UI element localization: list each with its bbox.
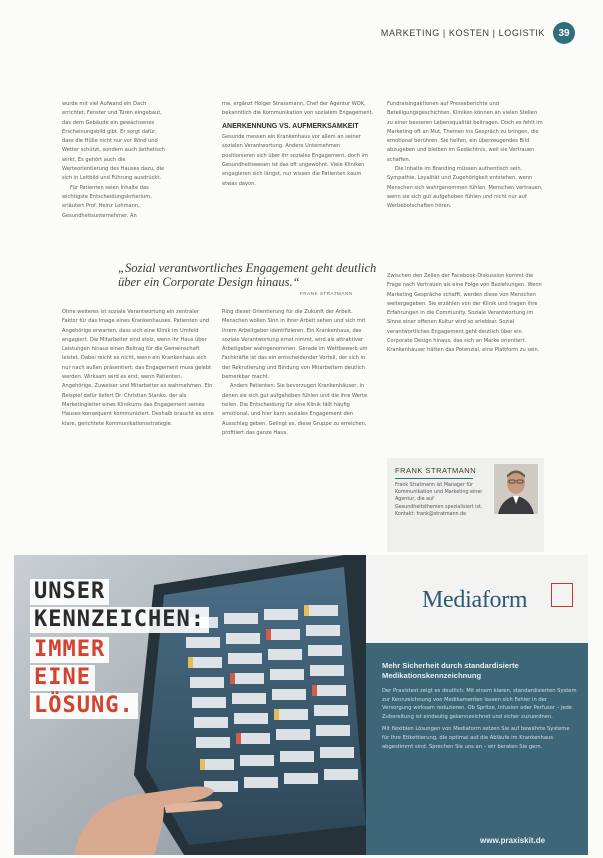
page-number-badge: 39 xyxy=(553,22,575,44)
article-column-2-top xyxy=(222,100,374,250)
ad-heading: Mehr Sicherheit durch standardisierte Medikationskennzeichnung xyxy=(382,661,519,680)
pull-quote: „Sozial verantwortliches Engagement geht deutlich über ein Corporate Design hinaus.“ xyxy=(118,261,377,289)
paragraph: Anders Patienten: Sie bevorzugen Krankenhäuser, in denen sie sich gut aufgehoben fühlen und die ihre Werte teilen. Die Entscheidung für eine Klinik fällt häufig emotional, und hier kann soziales Engagement den Ausschlag geben. Gelingt es, diese Gruppe zu erreichen, profitiert das ganze Haus. xyxy=(222,383,368,436)
quote-source: FRANK STRATMANN xyxy=(300,291,353,296)
author-name: FRANK STRATMANN xyxy=(395,466,477,475)
ad-paragraph: Mit flexiblen Lösungen von Mediaform setzen Sie auf bewährte Systeme für Ihre Etikettierung, die optimal auf die Abläufe im Krankenhaus abgestimmt sind. Sprechen Sie uns an – wir beraten Sie gern. xyxy=(382,726,570,750)
author-photo xyxy=(494,464,538,514)
ad-paragraph: Der Praxistest zeigt es deutlich: Mit einem klaren, standardisierten System zur Kennzeichnung von Medikamenten lassen sich Fehler in der Versorgung wirksam reduzieren. Ob Spritze, Infusion oder Perfusor – jede Zubereitung ist eindeutig gekennzeichnet und sicher zuzuordnen. xyxy=(382,688,577,720)
divider xyxy=(395,478,473,479)
paragraph: Ring dieser Orientierung für die Zukunft der Arbeit. Menschen wollen Sinn in ihrer Arbeit sehen und sich mit ihrem Arbeitgeber identifizieren. Ein Krankenhaus, das soziale Verantwortung ernst nimmt, wird als attraktiver Arbeitgeber wahrgenommen. Gerade im Wettbewerb um Fachkräfte ist das ein entscheidender Vorteil, der sich in der Rekrutierung und Bindung von Mitarbeitern deutlich bemerkbar macht. xyxy=(222,309,368,381)
paragraph: Gesunde messen ein Krankenhaus vor allem an seiner sozialen Verantwortung. Andere Unternehmen positionieren sich über ihr soziales Engagement, doch im Gesundheitswesen ist das oft ungewohnt. Viele Kliniken engagieren sich längst, nur wissen die Patienten kaum etwas davon. xyxy=(222,134,368,187)
ad-slogan-line: IMMER xyxy=(30,637,109,663)
section-title: MARKETING | KOSTEN | LOGISTIK xyxy=(380,28,545,38)
ad-website-link[interactable]: www.praxiskit.de xyxy=(480,836,546,845)
ad-logo-area xyxy=(366,555,588,643)
paragraph: Ohne weiteres ist soziale Verantwortung ein zentraler Faktor für das Image eines Krankenhauses. Patienten und Angehörige erwarten, dass sich eine Klinik im Umfeld engagiert. Die Mitarbeiter sind stolz, wenn ihr Haus über Leistungen hinaus einen Beitrag für die Gemeinschaft leistet. Dabei reicht es nicht, wenn ein Krankenhaus sich nur nach außen präsentiert; das Engagement muss gelebt werden. Wirksam wird es erst, wenn Patienten, Angehörige, Zuweiser und Mitarbeiter es wahrnehmen. Ein Beispiel dafür liefert Dr. Christian Stanko, der als Marketingleiter eines Klinikums das Engagement seines Hauses konsequent kommuniziert. Deshalb braucht es eine klare, gerichtete Kommunikationsstrategie. xyxy=(62,309,214,427)
paragraph: Zwischen den Zeilen der Facebook-Diskussion kommt die Frage nach Vertrauen als eine Folge von Beziehungen. Wenn Marketing Gespräche schafft, werden diese von Menschen weitergegeben. Sie erzählen von der Klinik und tragen ihre Erfahrungen in die Community. Soziale Verantwortung im Sinne einer offenen Kultur wird so erlebbar. Sozial verantwortliches Engagement geht deutlich über ein Corporate Design hinaus, das sich an Marke orientiert. Krankenhäuser hätten das Potenzial, eine Plattform zu sein. xyxy=(387,273,542,354)
mediaform-logo: Mediaform xyxy=(422,587,528,613)
author-bio-box xyxy=(387,458,544,552)
author-bio-text: Frank Stratmann ist Manager für Kommunikation und Marketing einer Agentur, die auf Gesundheitsthemen spezialisiert ist. Kontakt: frank@stratmann.de xyxy=(395,483,483,517)
article-column-2-bottom xyxy=(222,308,374,546)
article-column-1-bottom xyxy=(62,308,214,546)
page-header xyxy=(381,22,575,44)
section-heading: ANERKENNUNG VS. AUFMERKSAMKEIT xyxy=(222,122,359,130)
ad-body-text xyxy=(382,687,578,755)
logo-square-icon xyxy=(551,583,573,607)
paragraph: Für Patienten seien Inhalte das wichtigste Entscheidungskriterium, erläutert Prof. Heinz Lohmann, Gesundheitsunternehmer. An xyxy=(62,184,152,219)
advertisement xyxy=(14,555,588,855)
ad-slogan-line: LÖSUNG. xyxy=(30,693,138,719)
paragraph: me, ergänzt Holger Strassmann, Chef der Agentur WOK, bekanntlich die Kommunikation von sozialem Engagement. xyxy=(222,101,374,117)
paragraph: Fundraisingaktionen auf Presseberichte und Beteiligungsgeschichten. Kliniken können an vielen Stellen zu einer besseren Lebensqualität beitragen. Doch es fehlt im Marketing oft an Mut, Themen ins Gespräch zu bringen, die emotional berühren. Sie helfen, ein überzeugendes Bild abzugeben und bleiben im Gedächtnis, weil sie Vertrauen schaffen. xyxy=(387,101,543,163)
article-column-1-top xyxy=(62,100,170,250)
ad-slogan-line: KENNZEICHEN: xyxy=(30,607,209,633)
paragraph: wurde mit viel Aufwand ein Dach errichtet, Fenster und Türen eingebaut, das dem Gebäude ein gewachsenes Erscheinungsbild gibt. Er sorgt dafür, dass die Hülle nicht nur vor Wind und Wetter schützt, sondern auch ästhetisch wirkt. Es gehört auch die Werteorientierung des Hauses dazu, die sich in Leitbild und Führung ausdrückt. xyxy=(62,101,165,182)
article-column-3-bottom xyxy=(387,272,543,454)
paragraph: Die Inhalte im Branding müssen authentisch sein. Sympathie, Loyalität und Zugehörigkeit entstehen, wenn Menschen sich wahrgenommen fühlen. Menschen vertrauen, wenn sie sich gut aufgehoben fühlen und nicht nur auf Werbebotschaften hören. xyxy=(387,166,543,210)
ad-slogan-line: UNSER xyxy=(30,579,109,605)
ad-slogan-line: EINE xyxy=(30,665,95,691)
article-column-3-top xyxy=(387,100,543,262)
